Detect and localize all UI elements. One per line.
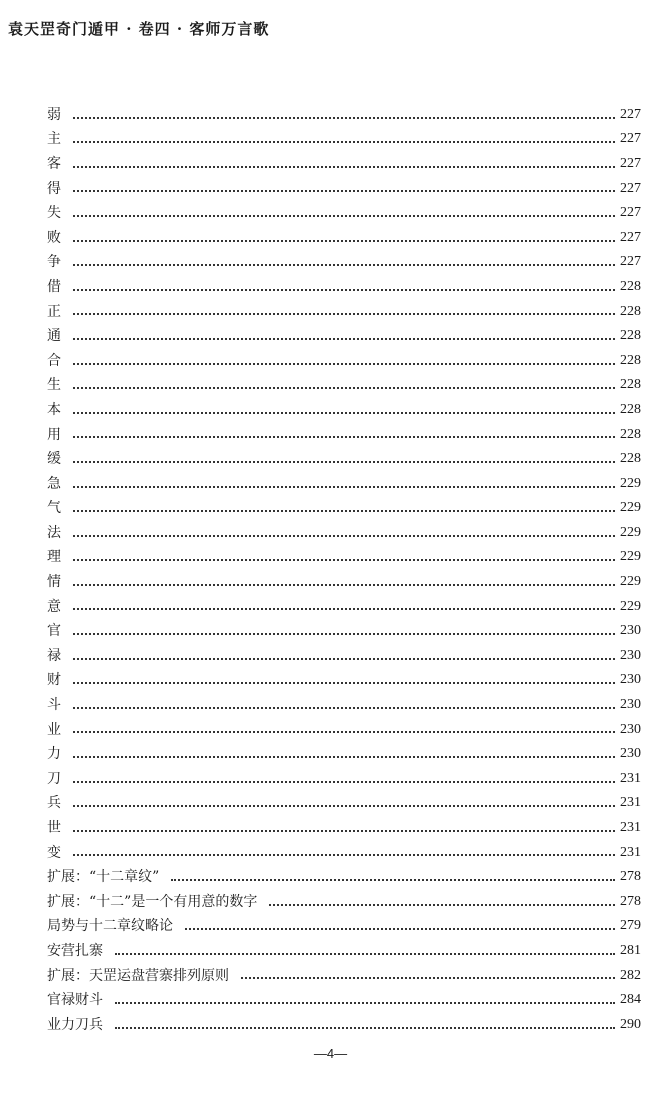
toc-entry-page: 227 <box>620 155 641 171</box>
toc-entry[interactable] <box>47 689 641 714</box>
running-header: 袁天罡奇门遁甲 · 卷四 · 客师万言歌 <box>8 20 270 38</box>
dot-leader <box>73 830 615 832</box>
dot-leader <box>73 781 615 783</box>
toc-entry-title: 扩展：“十二章纹” <box>47 869 160 886</box>
toc-entry[interactable] <box>47 960 641 985</box>
toc-entry[interactable] <box>47 886 641 911</box>
toc-entry-title: 业 <box>47 721 61 738</box>
dot-leader <box>73 338 615 340</box>
toc-entry[interactable] <box>47 296 641 321</box>
toc-entry-page: 228 <box>620 426 641 442</box>
toc-entry[interactable] <box>47 493 641 518</box>
toc-entry-title: 失 <box>47 205 61 222</box>
toc-entry[interactable] <box>47 468 641 493</box>
toc-entry[interactable] <box>47 763 641 788</box>
toc-entry-title: 合 <box>47 352 61 369</box>
toc-entry[interactable] <box>47 517 641 542</box>
toc-entry-page: 278 <box>620 893 641 909</box>
toc-entry-page: 228 <box>620 377 641 393</box>
toc-entry-title: 力 <box>47 746 61 763</box>
toc-entry[interactable] <box>47 148 641 173</box>
toc-entry-title: 本 <box>47 401 61 418</box>
toc-entry[interactable] <box>47 247 641 272</box>
dot-leader <box>73 289 615 291</box>
toc-entry-title: 用 <box>47 426 61 443</box>
toc-entry-page: 284 <box>620 992 641 1008</box>
dot-leader <box>185 928 615 930</box>
dot-leader <box>171 879 615 881</box>
toc-entry-title: 正 <box>47 303 61 320</box>
toc-entry-title: 官 <box>47 623 61 640</box>
dot-leader <box>73 559 615 561</box>
toc-entry[interactable] <box>47 911 641 936</box>
toc-entry-page: 230 <box>620 721 641 737</box>
toc-entry[interactable] <box>47 591 641 616</box>
toc-entry-page: 230 <box>620 623 641 639</box>
dot-leader <box>115 1027 615 1029</box>
toc-entry[interactable] <box>47 615 641 640</box>
toc-entry[interactable] <box>47 640 641 665</box>
toc-entry-title: 通 <box>47 328 61 345</box>
toc-entry-page: 279 <box>620 918 641 934</box>
toc-entry[interactable] <box>47 1009 641 1034</box>
toc-entry-page: 230 <box>620 672 641 688</box>
toc-entry-page: 278 <box>620 869 641 885</box>
toc-entry-page: 228 <box>620 352 641 368</box>
dot-leader <box>115 1002 615 1004</box>
toc-entry[interactable] <box>47 714 641 739</box>
dot-leader <box>73 240 615 242</box>
toc-entry[interactable] <box>47 320 641 345</box>
toc-entry-page: 229 <box>620 475 641 491</box>
toc-entry[interactable] <box>47 566 641 591</box>
toc-entry-page: 229 <box>620 549 641 565</box>
dot-leader <box>73 658 615 660</box>
dot-leader <box>73 707 615 709</box>
dot-leader <box>241 977 615 979</box>
toc-entry-page: 230 <box>620 647 641 663</box>
toc-entry-page: 282 <box>620 967 641 983</box>
dot-leader <box>73 535 615 537</box>
toc-entry-title: 借 <box>47 278 61 295</box>
toc-entry[interactable] <box>47 788 641 813</box>
dot-leader <box>73 166 615 168</box>
toc-entry-title: 扩展：天罡运盘营寨排列原则 <box>47 967 229 984</box>
dot-leader <box>73 461 615 463</box>
toc-entry[interactable] <box>47 345 641 370</box>
page-number: —4— <box>313 1046 348 1061</box>
toc-entry-page: 227 <box>620 205 641 221</box>
toc-entry-title: 官禄财斗 <box>47 992 103 1009</box>
dot-leader <box>73 215 615 217</box>
toc-entry-page: 231 <box>620 820 641 836</box>
toc-entry-page: 229 <box>620 574 641 590</box>
dot-leader <box>269 904 615 906</box>
toc-entry[interactable] <box>47 394 641 419</box>
toc-entry-page: 228 <box>620 303 641 319</box>
toc-entry-title: 意 <box>47 598 61 615</box>
toc-entry-page: 281 <box>620 942 641 958</box>
toc-entry-title: 得 <box>47 180 61 197</box>
toc-entry-title: 气 <box>47 500 61 517</box>
toc-entry-title: 兵 <box>47 795 61 812</box>
toc-entry-page: 230 <box>620 746 641 762</box>
toc-entry-title: 财 <box>47 672 61 689</box>
toc-entry-title: 世 <box>47 820 61 837</box>
dot-leader <box>73 731 615 733</box>
toc-entry-title: 法 <box>47 524 61 541</box>
toc-entry[interactable] <box>47 370 641 395</box>
toc-entry-title: 业力刀兵 <box>47 1016 103 1033</box>
toc-entry[interactable] <box>47 812 641 837</box>
toc-entry[interactable] <box>47 935 641 960</box>
toc-entry[interactable] <box>47 173 641 198</box>
toc-entry-title: 主 <box>47 131 61 148</box>
dot-leader <box>73 141 615 143</box>
toc-entry-title: 安营扎寨 <box>47 942 103 959</box>
toc-entry-page: 227 <box>620 131 641 147</box>
toc-entry[interactable] <box>47 443 641 468</box>
dot-leader <box>73 510 615 512</box>
toc-entry-page: 231 <box>620 795 641 811</box>
dot-leader <box>73 313 615 315</box>
toc-entry[interactable] <box>47 419 641 444</box>
toc-entry-title: 刀 <box>47 770 61 787</box>
dot-leader <box>73 412 615 414</box>
toc-entry-page: 227 <box>620 106 641 122</box>
dot-leader <box>73 190 615 192</box>
dot-leader <box>73 633 615 635</box>
toc-entry-page: 231 <box>620 844 641 860</box>
toc-entry-page: 228 <box>620 401 641 417</box>
toc-entry[interactable] <box>47 984 641 1009</box>
dot-leader <box>73 608 615 610</box>
dot-leader <box>73 264 615 266</box>
toc-entry-page: 229 <box>620 500 641 516</box>
dot-leader <box>73 805 615 807</box>
toc-entry-page: 227 <box>620 229 641 245</box>
toc-entry[interactable] <box>47 837 641 862</box>
dot-leader <box>73 387 615 389</box>
toc-entry[interactable] <box>47 124 641 149</box>
toc-entry-title: 理 <box>47 549 61 566</box>
toc-entry-page: 228 <box>620 278 641 294</box>
toc-entry-page: 230 <box>620 697 641 713</box>
toc-entry[interactable] <box>47 861 641 886</box>
toc-entry-title: 缓 <box>47 451 61 468</box>
dot-leader <box>73 363 615 365</box>
dot-leader <box>115 953 615 955</box>
dot-leader <box>73 682 615 684</box>
toc-entry-title: 扩展：“十二”是一个有用意的数字 <box>47 893 258 910</box>
toc-entry-page: 227 <box>620 254 641 270</box>
toc-entry[interactable] <box>47 222 641 247</box>
toc-entry-title: 败 <box>47 229 61 246</box>
toc-entry-page: 290 <box>620 1016 641 1032</box>
dot-leader <box>73 584 615 586</box>
toc-entry-title: 变 <box>47 844 61 861</box>
toc-entry-page: 229 <box>620 598 641 614</box>
toc-entry[interactable] <box>47 665 641 690</box>
toc-entry-title: 急 <box>47 475 61 492</box>
toc-entry-page: 228 <box>620 451 641 467</box>
toc-entry-page: 227 <box>620 180 641 196</box>
toc-entry-title: 客 <box>47 155 61 172</box>
dot-leader <box>73 117 615 119</box>
toc-entry-title: 情 <box>47 574 61 591</box>
dot-leader <box>73 486 615 488</box>
toc-entry-page: 231 <box>620 770 641 786</box>
toc-entry[interactable] <box>47 99 641 124</box>
dot-leader <box>73 756 615 758</box>
toc-entry-title: 禄 <box>47 647 61 664</box>
toc-entry-title: 斗 <box>47 697 61 714</box>
toc-entry[interactable] <box>47 271 641 296</box>
toc-entry-page: 229 <box>620 524 641 540</box>
toc-entry[interactable] <box>47 542 641 567</box>
toc-entry-page: 228 <box>620 328 641 344</box>
toc-entry-title: 弱 <box>47 106 61 123</box>
toc-entry-title: 局势与十二章纹略论 <box>47 918 173 935</box>
dot-leader <box>73 854 615 856</box>
toc-entry-title: 争 <box>47 254 61 271</box>
toc-entry-title: 生 <box>47 377 61 394</box>
toc-entry[interactable] <box>47 738 641 763</box>
dot-leader <box>73 436 615 438</box>
toc-entry[interactable] <box>47 197 641 222</box>
table-of-contents <box>47 99 641 1034</box>
